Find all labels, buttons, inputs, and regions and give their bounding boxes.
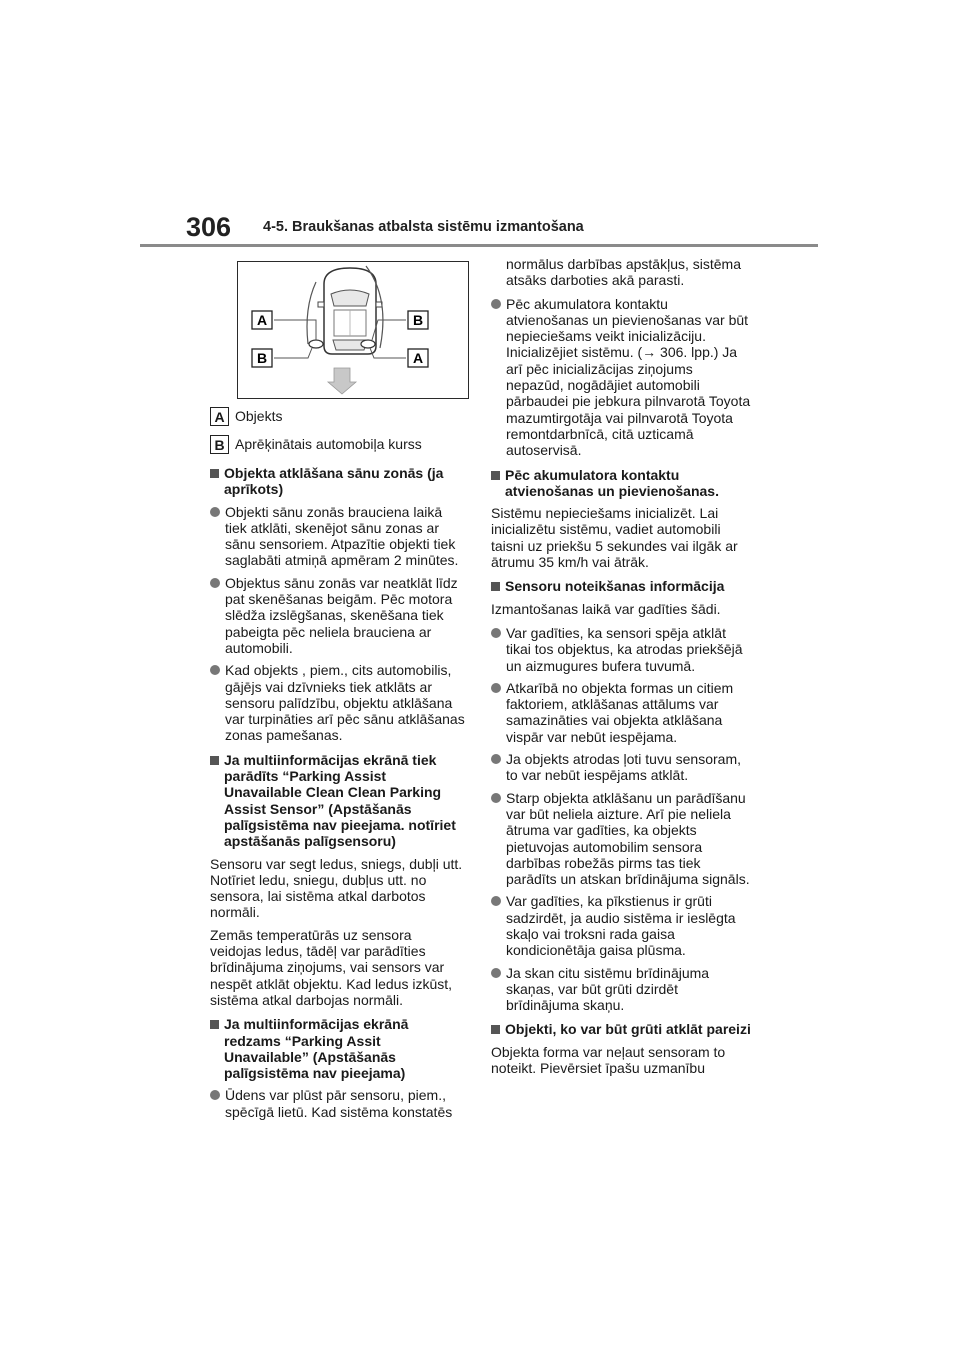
page-number: 306: [186, 212, 232, 242]
square-bullet-icon: [491, 471, 500, 480]
bullet-item: Ja objekts atrodas ļoti tuvu sensoram, to var nebūt iespējams atklāt.: [491, 751, 753, 784]
bullet-item: Ūdens var plūst pār sensoru, piem., spēcīgā lietū. Kad sistēma konstatēs: [210, 1087, 466, 1120]
bullet-item: Kad objekts , piem., cits automobilis, gājējs vai dzīvnieks tiek atklāts ar sensoru palīdzību, objektu atklāšana var turpināties arī pēc sānu atklāšanas zonas pamešanas.: [210, 662, 466, 743]
square-bullet-icon: [491, 1025, 500, 1034]
square-bullet-icon: [491, 582, 500, 591]
bullet-item: Pēc akumulatora kontaktu atvienošanas un pievienošanas var būt nepieciešams veikt inicializāciju. Inicializējiet sistēmu. (→ 306. lpp.) Ja arī pēc inicializācijas ziņojums nepazūd, nogādājiet automobili pārbaudei pie jebkura pilnvarotā Toyota mazumtirgotāja vai pilnvarotā Toyota remontdarbnīcā, citā uzticamā autoservisā.: [491, 296, 753, 459]
legend-item-b: [210, 435, 466, 454]
round-bullet-icon: [491, 299, 501, 309]
bullet-item: Objekti sānu zonās brauciena laikā tiek atklāti, skenējot sānu zonas ar sānu sensoriem. Atpazītie objekti tiek saglabāti atmiņā apmēram 2 minūtes.: [210, 504, 466, 569]
reverse-arrow-icon: [328, 368, 356, 394]
bullet-item: Starp objekta atklāšanu un parādīšanu var būt neliela aizture. Arī pie neliela ātruma var gadīties, ka objekts pietuvojas automobilim sensora darbības robežās pirms tas tiek parādīts un atskan brīdinājuma signāls.: [491, 790, 753, 888]
square-bullet-icon: [210, 1020, 219, 1029]
bullet-item: Atkarībā no objekta formas un citiem faktoriem, atklāšanas attālums var samazināties vai objekta atklāšana vispār var nebūt iespējama.: [491, 680, 753, 745]
round-bullet-icon: [491, 754, 501, 764]
legend-text-b: Aprēķinātais automobiļa kurss: [235, 436, 422, 453]
left-column: [210, 261, 466, 1126]
heading-side-detection: Objekta atklāšana sānu zonās (ja aprīkots): [210, 465, 466, 498]
paragraph: Objekta forma var neļaut sensoram to noteikt. Pievērsiet īpašu uzmanību: [491, 1043, 726, 1077]
paragraph: Sensoru var segt ledus, sniegs, dubļi utt. Notīriet ledu, sniegu, dubļus utt. no sensora, lai sistēma atkal darbotos normāli.: [210, 855, 463, 921]
round-bullet-icon: [491, 968, 501, 978]
square-bullet-icon: [210, 469, 219, 478]
bullet-item: Objektus sānu zonās var neatklāt līdz pat skenēšanas beigām. Pēc motora slēdža izslēgšanas, skenēšana tiek pabeigta pēc neliela brauciena ar automobili.: [210, 575, 466, 656]
round-bullet-icon: [210, 665, 220, 675]
legend-text-a: Objekts: [235, 408, 283, 425]
car-diagram-illustration: [238, 262, 468, 398]
header-rule: [140, 244, 818, 247]
heading-sensor-detection-info: Sensoru noteikšanas informācija: [491, 578, 753, 594]
round-bullet-icon: [491, 793, 501, 803]
paragraph: Sistēmu nepieciešams inicializēt. Lai inicializētu sistēmu, vadiet automobili taisni uz priekšu 5 sekundes vai ilgāk ar ātrumu 35 km/h vai ātrāk.: [491, 505, 738, 571]
round-bullet-icon: [491, 683, 501, 693]
parking-sensor-figure: [237, 261, 469, 399]
heading-battery-reconnect: Pēc akumulatora kontaktu atvienošanas un pievienošanas.: [491, 467, 753, 500]
round-bullet-icon: [491, 896, 501, 906]
round-bullet-icon: [210, 507, 220, 517]
legend-item-a: [210, 407, 466, 426]
figure-label-b-right: B: [412, 312, 424, 328]
heading-hard-to-detect-objects: Objekti, ko var būt grūti atklāt pareizi: [491, 1021, 753, 1037]
figure-label-a-right: A: [412, 350, 424, 366]
legend-key-a: A: [210, 407, 229, 426]
figure-label-a-left: A: [256, 312, 268, 328]
paragraph: Zemās temperatūrās uz sensora veidojas ledus, tādēļ var parādīties brīdinājuma ziņojums, vai sensors var nespēt atklāt objektu. Kad ledus izkūst, sistēma atkal darbojas normāli.: [210, 926, 453, 1008]
section-title: 4-5. Braukšanas atbalsta sistēmu izmantošana: [263, 219, 584, 235]
paragraph: Izmantošanas laikā var gadīties šādi.: [491, 600, 721, 617]
figure-label-b-left: B: [256, 350, 268, 366]
bullet-item: Ja skan citu sistēmu brīdinājuma skaņas, var būt grūti dzirdēt brīdinājuma skaņu.: [491, 965, 753, 1014]
right-column: [491, 256, 753, 1082]
heading-clean-sensor-message: Ja multiinformācijas ekrānā tiek parādīts “Parking Assist Unavailable Clean Clean Parking Assist Sensor” (Apstāšanās palīgsistēma nav pieejama. notīriet apstāšanās palīgsensoru): [210, 752, 466, 850]
round-bullet-icon: [210, 578, 220, 588]
square-bullet-icon: [210, 756, 219, 765]
bullet-item: Var gadīties, ka sensori spēja atklāt tikai tos objektus, ka atrodas priekšējā un aizmugures bufera tuvumā.: [491, 625, 753, 674]
round-bullet-icon: [491, 628, 501, 638]
legend-key-b: B: [210, 435, 229, 454]
continued-text: normālus darbības apstākļus, sistēma atsāks darboties akā parasti.: [506, 256, 741, 289]
round-bullet-icon: [210, 1090, 220, 1100]
heading-unavailable-message: Ja multiinformācijas ekrānā redzams “Parking Assit Unavailable” (Apstāšanās palīgsistēma nav pieejama): [210, 1016, 466, 1081]
bullet-item: Var gadīties, ka pīkstienus ir grūti sadzirdēt, ja audio sistēma ir ieslēgta skaļo vai troksni rada gaisa kondicionētāja gaisa plūsma.: [491, 893, 753, 958]
